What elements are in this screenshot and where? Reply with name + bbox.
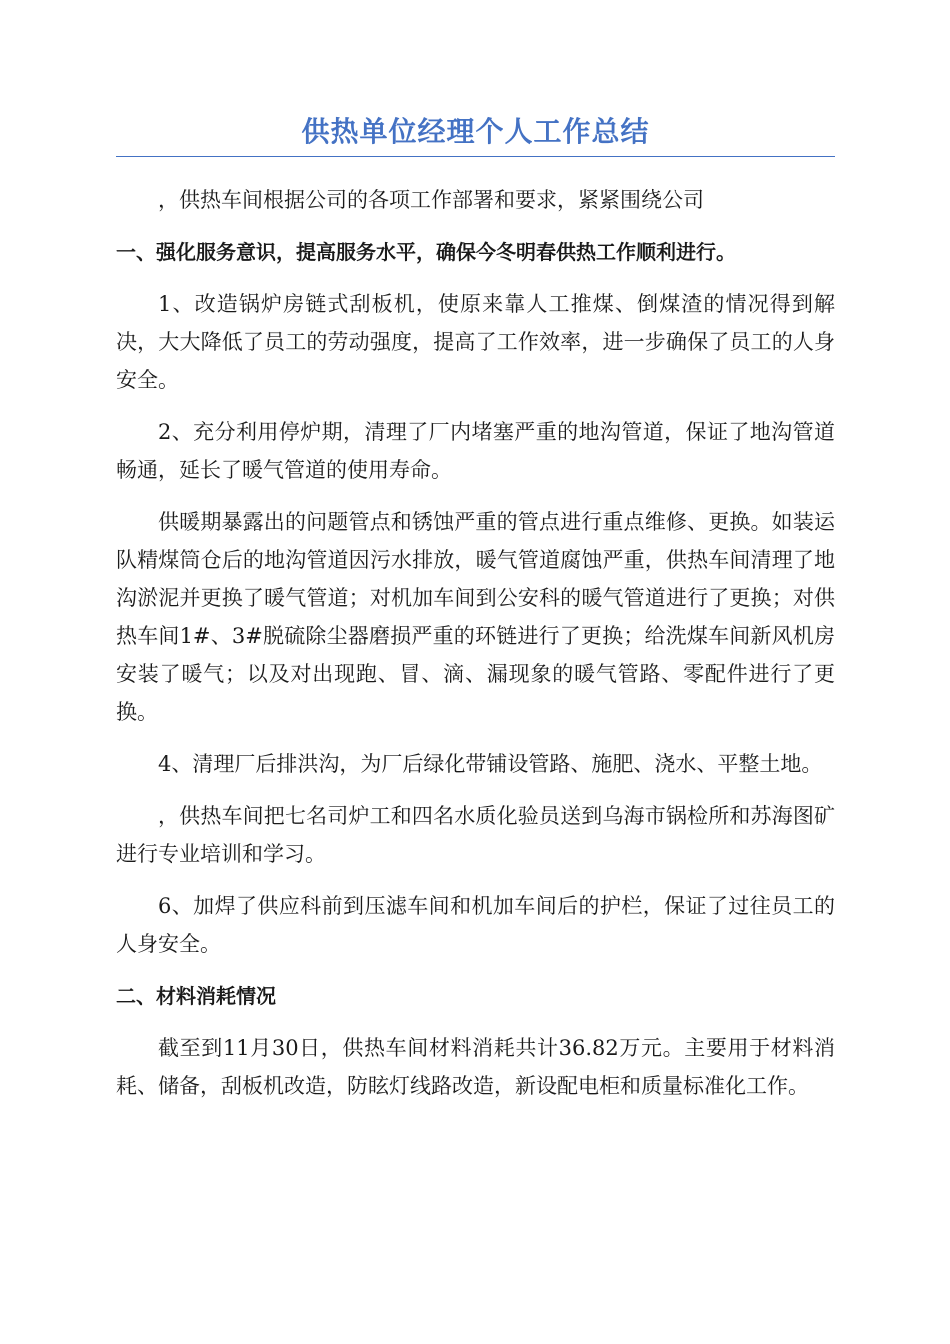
document-page [116, 110, 835, 1119]
section-heading-1: 一、强化服务意识，提高服务水平，确保今冬明春供热工作顺利进行。 [116, 240, 736, 264]
title-underline [116, 156, 835, 157]
paragraph-1-2: 2、充分利用停炉期，清理了厂内堵塞严重的地沟管道，保证了地沟管道畅通，延长了暖气管道的使用寿命。 [116, 420, 835, 482]
paragraph-1-6: 6、加焊了供应科前到压滤车间和机加车间后的护栏，保证了过往员工的人身安全。 [116, 894, 835, 956]
paragraph-1-1: 1、改造锅炉房链式刮板机，使原来靠人工推煤、倒煤渣的情况得到解决，大大降低了员工的劳动强度，提高了工作效率，进一步确保了员工的人身安全。 [116, 292, 835, 392]
paragraph-1-3: 供暖期暴露出的问题管点和锈蚀严重的管点进行重点维修、更换。如装运队精煤筒仓后的地沟管道因污水排放，暖气管道腐蚀严重，供热车间清理了地沟淤泥并更换了暖气管道；对机加车间到公安科的暖气管道进行了更换；对供热车间1#、3#脱硫除尘器磨损严重的环链进行了更换；给洗煤车间新风机房安装了暖气；以及对出现跑、冒、滴、漏现象的暖气管路、零配件进行了更换。 [116, 510, 835, 724]
paragraph-2-1: 截至到11月30日，供热车间材料消耗共计36.82万元。主要用于材料消耗、储备，刮板机改造，防眩灯线路改造，新设配电柜和质量标准化工作。 [116, 1036, 835, 1098]
document-title: 供热单位经理个人工作总结 [301, 115, 650, 148]
paragraph-1-5: ，供热车间把七名司炉工和四名水质化验员送到乌海市锅检所和苏海图矿进行专业培训和学习。 [116, 804, 835, 866]
section-heading-2: 二、材料消耗情况 [116, 984, 276, 1008]
intro-paragraph: ，供热车间根据公司的各项工作部署和要求，紧紧围绕公司 [158, 188, 704, 212]
paragraph-1-4: 4、清理厂后排洪沟，为厂后绿化带铺设管路、施肥、浇水、平整土地。 [158, 752, 823, 776]
